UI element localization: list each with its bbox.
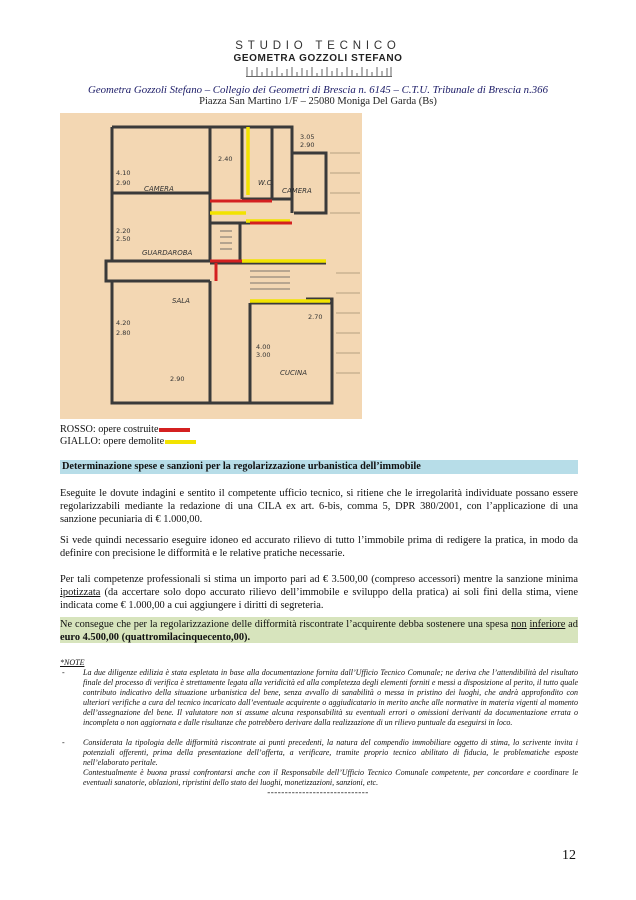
logo-barcode-graphic — [246, 67, 392, 77]
conclusion-amount: euro 4.500,00 (quattromilacinquecento,00). — [60, 632, 251, 644]
legend-red — [60, 424, 190, 435]
dimension-label: 3.05 — [300, 133, 315, 141]
dimension-label: 2.50 — [116, 235, 131, 243]
dimension-label: 4.00 — [256, 343, 271, 351]
conclusion-b: ad — [565, 619, 578, 630]
note-bullet: - — [62, 738, 65, 747]
note-3: Contestualmente è buona prassi confrontarsi anche con il Responsabile dell’Ufficio Tecnico Comunale competente, per concordare e coordinare le eventuali sanatorie, oblazioni, ripristini dello stato dei luoghi, monetizzazioni, sanzioni, etc. — [83, 768, 578, 787]
floor-plan-drawing — [60, 113, 362, 419]
header-credentials: Geometra Gozzoli Stefano – Collegio dei Geometri di Brescia n. 6145 – C.T.U. Tribunale di Brescia n.366 — [88, 84, 548, 96]
room-label-sala: SALA — [172, 297, 190, 305]
logo-geometra-name: GEOMETRA GOZZOLI STEFANO — [233, 53, 403, 64]
note-1: La due diligenze edilizia è stata espletata in base alla documentazione fornita dall’Ufficio Tecnico Comunale; ne deriva che l’attendibilità del risultato finale del processo di verifica è strettamente legata alla veridicità ed alla completezza degli elementi forniti e messi a disposizione al perito, il tutto quale contributo indicativo della situazione urbanistica del bene, senza avvallo di sanabilità o messa in pristino dei luoghi, che andrà approfondito con ulteriori verifiche a cura del tecnico incaricato dall’eventuale acquirente o aggiudicatario in merito anche alle normative in materia vigenti al momento dell’assegnazione del bene. Il valutatore non si assume alcuna responsabilità su eventuali errori o omissioni derivanti da documentazione errata o incompleta o non aggiornata e dalle risultanze che potrebbero derivare dalla realizzazione di un rilievo puntuale da eseguirsi in loco. — [83, 668, 578, 727]
paragraph-3-underlined: ipotizzata — [60, 587, 101, 599]
conclusion-underline-2: inferiore — [529, 619, 566, 630]
legend-yellow-swatch — [165, 440, 196, 444]
dimension-label: 4.20 — [116, 319, 131, 327]
legend-red-swatch — [159, 428, 190, 432]
paragraph-3 — [60, 573, 578, 613]
dimension-label: 2.40 — [218, 155, 233, 163]
dimension-label: 2.20 — [116, 227, 131, 235]
dimension-label: 3.00 — [256, 351, 271, 359]
room-label-guardaroba: GUARDAROBA — [142, 249, 193, 257]
conclusion-a: Ne consegue che per la regolarizzazione delle difformità riscontrate l’acquirente debba sostenere una spesa — [60, 619, 512, 630]
room-label-wc: W.C. — [258, 179, 274, 187]
dimension-label: 2.90 — [170, 375, 185, 383]
page-number: 12 — [562, 848, 576, 863]
conclusion-underline-1: non — [511, 619, 527, 630]
dimension-label: 4.10 — [116, 169, 131, 177]
legend-yellow — [60, 436, 196, 447]
note-2: Considerata la tipologia delle difformità riscontrate ai punti precedenti, la natura del compendio immobiliare oggetto di stima, lo scrivente invita i potenziali offerenti, prima della presentazione dell’offerta, a verificare, tramite proprio tecnico abilitato di fiducia, le problematiche esposte nell’elaborato peritale. — [83, 738, 578, 767]
paragraph-conclusion — [60, 618, 578, 644]
room-label-camera-2: CAMERA — [282, 187, 312, 195]
section-heading: Determinazione spese e sanzioni per la regolarizzazione urbanistica dell’immobile — [62, 461, 421, 472]
dimension-label: 2.90 — [300, 141, 315, 149]
paragraph-2: Si vede quindi necessario eseguire idoneo ed accurato rilievo di tutto l’immobile prima di redigere la pratica, in modo da definire con precisione le difformità e le relative pratiche necessarie. — [60, 535, 578, 560]
paragraph-3-a: Per tali competenze professionali si stima un importo pari ad € 3.500,00 (compreso accessori) mentre la sanzione minima — [60, 574, 578, 585]
room-label-camera: CAMERA — [144, 185, 174, 193]
header-address: Piazza San Martino 1/F – 25080 Moniga Del Garda (Bs) — [199, 96, 437, 107]
paragraph-1: Eseguite le dovute indagini e sentito il competente ufficio tecnico, si ritiene che le irregolarità individuate possano essere regolarizzabili mediante la redazione di una CILA ex art. 6-bis, comma 5, DPR 380/2001, con l’applicazione di una sanzione pecuniaria di € 1.000,00. — [60, 488, 578, 526]
legend-red-label: ROSSO: opere costruite — [60, 424, 159, 435]
legend-yellow-label: GIALLO: opere demolite — [60, 436, 165, 447]
paragraph-3-b: (da accertare solo dopo accurato rilievo dell’immobile e sviluppo della pratica) ai soli fini della stima, viene indicata come € 1.000,00 a cui aggiungere i diritti di segreteria. — [60, 587, 578, 612]
notes-heading: *NOTE — [60, 658, 85, 667]
room-label-cucina: CUCINA — [280, 369, 307, 377]
dimension-label: 2.70 — [308, 313, 323, 321]
dimension-label: 2.80 — [116, 329, 131, 337]
closing-dashes: ----------------------------- — [267, 787, 369, 797]
logo-studio-tecnico: STUDIO TECNICO — [235, 40, 401, 52]
note-bullet: - — [62, 668, 65, 677]
dimension-label: 2.90 — [116, 179, 131, 187]
